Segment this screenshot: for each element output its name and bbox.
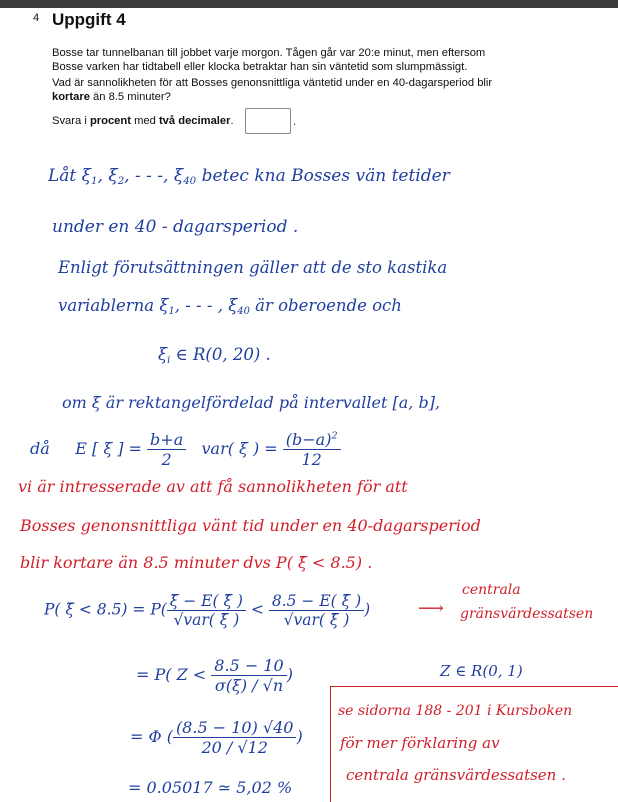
reference-line-3: centrala gränsvärdessatsen . (346, 766, 566, 784)
expectation-fraction: $\frac{b+a}{2}$ (147, 430, 186, 469)
reference-line-1: se sidorna 188 - 201 i Kursboken (338, 703, 573, 719)
standardized-fraction: $\frac{\xī - E( \xī )}{\text{√var( ξ̄ )}}$ (167, 592, 246, 629)
z-distribution: Z ∈ R(0, 1) (440, 662, 523, 680)
handwriting-line-1: Låt $\xi_1$, $\xi_2$, - - -, $\xi_{40}$ betec kna Bosses vän tetider (48, 166, 450, 188)
red-line-2: Bosses genonsnittliga vänt tid under en 40-dagarsperiod (20, 516, 481, 535)
phi-fraction: $\frac{(8.5 - 10) √40}{20 / √12}$ (173, 718, 297, 757)
note-gransvardessatsen: gränsvärdessatsen (460, 606, 594, 622)
variance-fraction: $\frac{(b-a)^2}{12}$ (283, 430, 341, 469)
answer-instruction (52, 115, 234, 127)
answer-input[interactable] (245, 108, 291, 134)
red-line-1: vi är intresserade av att få sannolikheten för att (18, 477, 408, 496)
handwriting-line-5: $\xi_i$ ∈ R(0, 20) . (158, 345, 271, 366)
equation-3: = Φ ( $\frac{(8.5 - 10) √40}{20 / √12}$ ) (130, 718, 303, 757)
question-text-line-1: Bosse tar tunnelbanan till jobbet varje morgon. Tågen går var 20:e minut, men eftersom (52, 47, 486, 59)
equation-1: P( ξ̄ < 8.5) = P( $\frac{\xī - E( \xī )}{\text{√var( ξ̄ )}}$ < $\frac{8.5 - E( \xī )}{\text{√var( ξ̄ )}}$ ) (44, 592, 371, 629)
reference-line-2: för mer förklaring av (340, 734, 500, 752)
answer-mid: med (130, 115, 159, 127)
threshold-fraction: $\frac{8.5 - E( \xī )}{\text{√var( ξ̄ )}}$ (269, 592, 364, 629)
red-line-3: blir kortare än 8.5 minuter dvs P( ξ̄ < 8.5) . (20, 553, 373, 572)
line-4-rest: än 8.5 minuter? (89, 91, 171, 103)
kortare-bold: kortare (52, 91, 90, 103)
equation-2: = P( Z < $\frac{8.5 - 10}{\sigma(\xi) / √n}$ ) (136, 656, 293, 695)
question-title: Uppgift 4 (52, 10, 126, 29)
question-text-line-2: Bosse varken har tidtabell eller klocka betraktar han sin väntetid som slumpmässigt. (52, 61, 468, 73)
handwriting-line-3: Enligt förutsättningen gäller att de sto kastika (58, 258, 448, 277)
z-fraction: $\frac{8.5 - 10}{\sigma(\xi) / √n}$ (211, 656, 286, 695)
final-result: = 0.05017 ≃ 5,02 % (128, 778, 293, 797)
handwriting-line-2: under en 40 - dagarsperiod . (52, 217, 299, 237)
question-text-line-3: Vad är sannolikheten för att Bosses genonsnittliga väntetid under en 40-dagarsperiod blir (52, 77, 493, 89)
handwriting-line-4: variablerna $\xi_1$, - - - , $\xi_{40}$ är oberoende och (58, 296, 402, 317)
question-number: 4 (33, 12, 40, 24)
top-bar (0, 0, 618, 8)
arrow-icon: ⟶ (418, 598, 444, 619)
question-text-line-4 (52, 90, 171, 104)
answer-precision: två decimaler (158, 115, 231, 127)
answer-period: . (293, 116, 297, 128)
answer-unit: procent (89, 115, 131, 127)
answer-prefix: Svara i (52, 115, 90, 127)
note-centrala: centrala (462, 582, 521, 598)
handwriting-line-6: om ξ är rektangelfördelad på intervallet [a, b], (62, 393, 441, 412)
answer-suffix: . (230, 115, 234, 127)
expectation-variance-formulas: då E [ ξ ] = $\frac{b+a}{2}$ var( ξ ) = $\frac{(b-a)^2}{12}$ (30, 430, 341, 469)
